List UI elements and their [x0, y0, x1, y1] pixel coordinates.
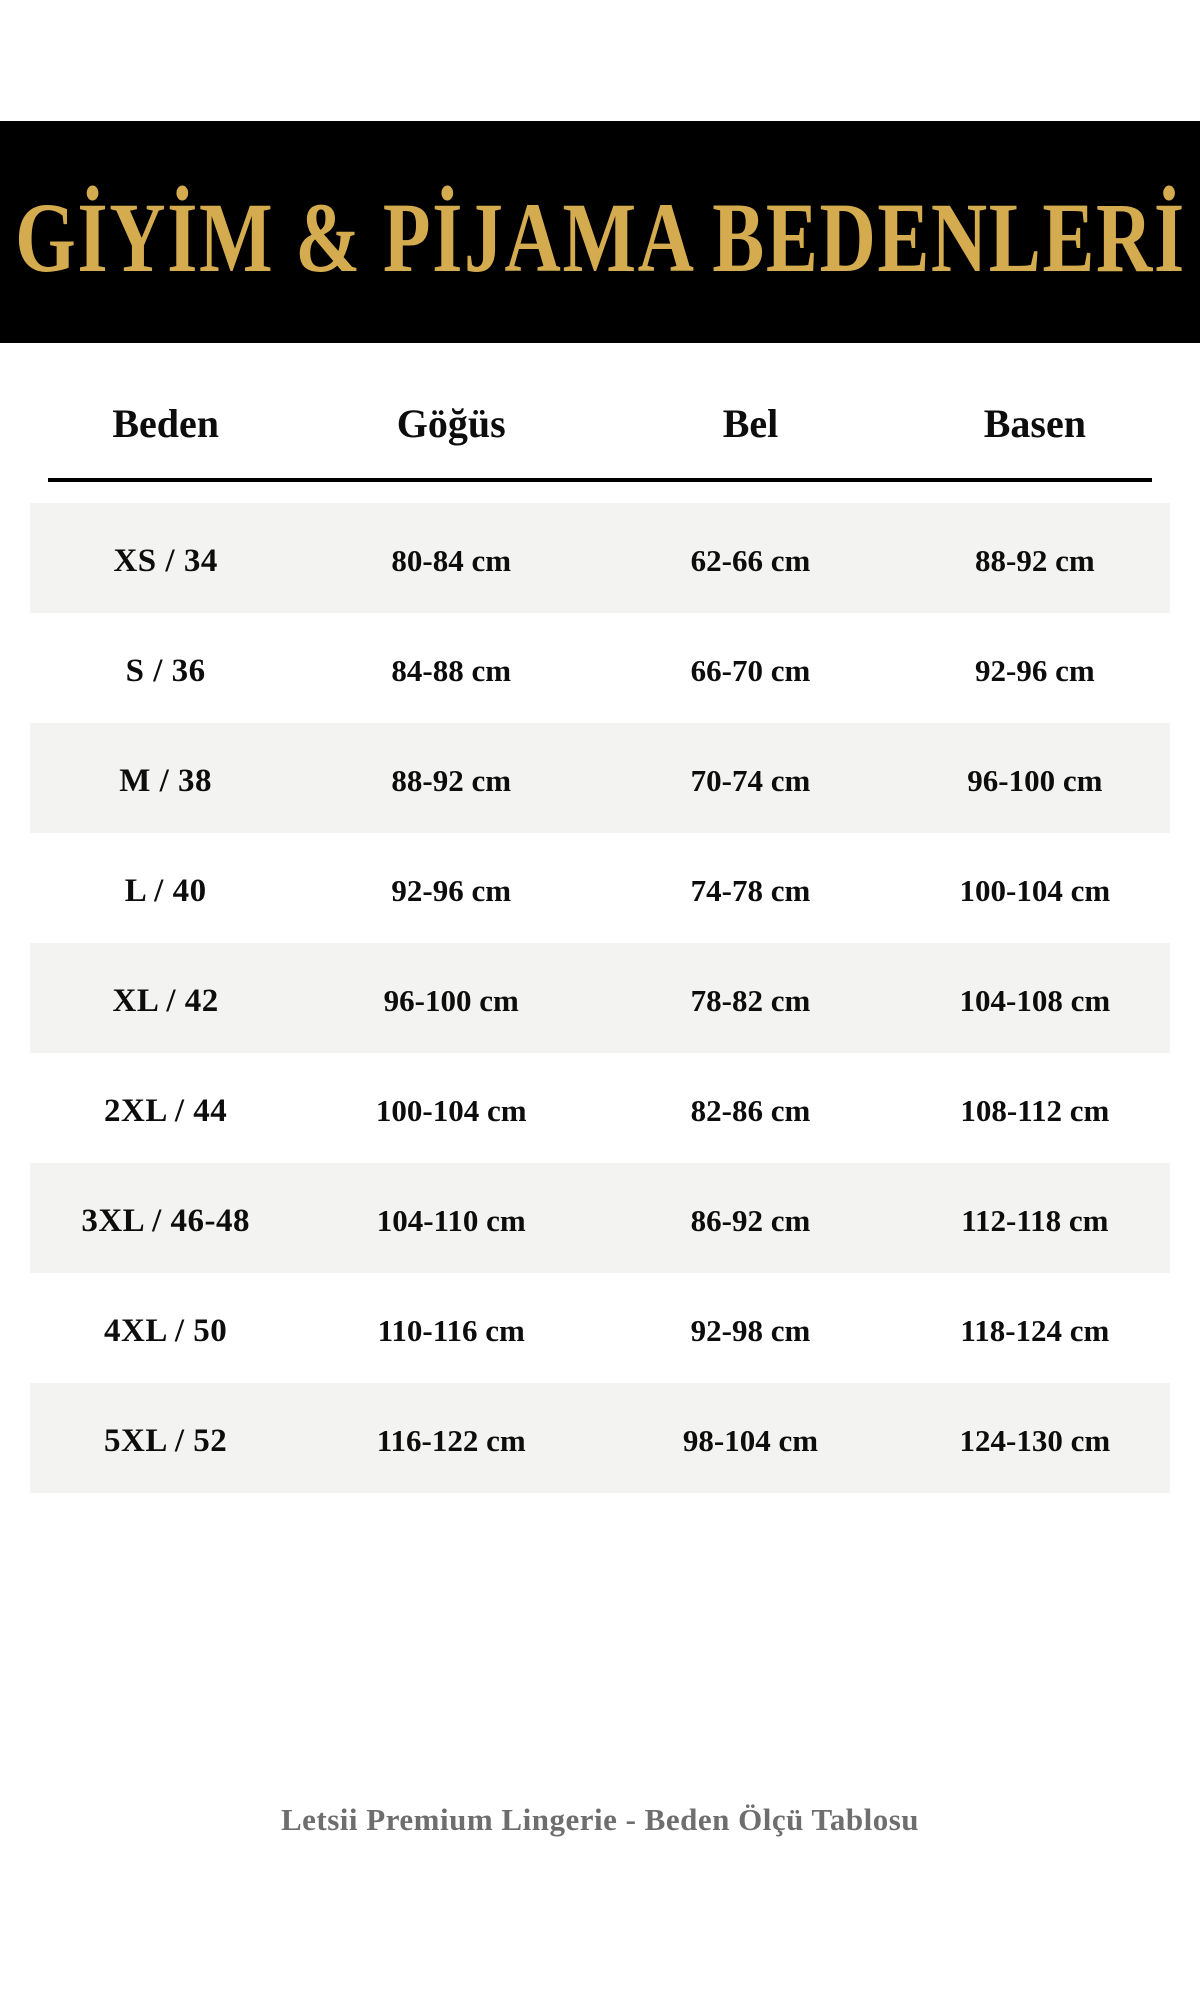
chest-cell: 84-88 cm	[391, 653, 512, 688]
waist-cell: 78-82 cm	[690, 983, 811, 1018]
table-row-s	[30, 613, 1170, 723]
chest-cell: 110-116 cm	[377, 1313, 525, 1348]
chest-cell: 116-122 cm	[376, 1423, 526, 1458]
header-divider-line	[48, 478, 1152, 482]
column-header-size: Beden	[112, 401, 219, 446]
table-row-2xl	[30, 1053, 1170, 1163]
hips-cell: 104-108 cm	[959, 983, 1111, 1018]
size-cell: S / 36	[125, 652, 206, 689]
footer-caption: Letsii Premium Lingerie - Beden Ölçü Tablosu	[280, 1802, 920, 1837]
chest-cell: 96-100 cm	[383, 983, 519, 1018]
size-cell: 3XL / 46-48	[81, 1202, 250, 1239]
column-header-waist: Bel	[722, 401, 779, 446]
size-cell: M / 38	[119, 762, 213, 799]
waist-cell: 92-98 cm	[690, 1313, 811, 1348]
column-header-chest: Göğüs	[396, 401, 506, 446]
hips-cell: 96-100 cm	[967, 763, 1103, 798]
column-header-hips: Basen	[983, 401, 1086, 446]
size-cell: L / 40	[124, 872, 207, 909]
waist-cell: 62-66 cm	[690, 543, 811, 578]
hips-cell: 108-112 cm	[960, 1093, 1110, 1128]
title-band	[0, 121, 1200, 343]
chest-cell: 100-104 cm	[375, 1093, 527, 1128]
size-table	[30, 503, 1170, 1493]
hips-cell: 118-124 cm	[960, 1313, 1110, 1348]
table-row-xl	[30, 943, 1170, 1053]
table-row-m	[30, 723, 1170, 833]
hips-cell: 112-118 cm	[961, 1203, 1109, 1238]
size-cell: XS / 34	[113, 542, 218, 579]
chest-cell: 80-84 cm	[391, 543, 512, 578]
page-title: GİYİM & PİJAMA BEDENLERİ	[14, 181, 1186, 293]
table-row-4xl	[30, 1273, 1170, 1383]
hips-cell: 100-104 cm	[959, 873, 1111, 908]
chest-cell: 88-92 cm	[391, 763, 512, 798]
table-row-5xl	[30, 1383, 1170, 1493]
waist-cell: 74-78 cm	[690, 873, 811, 908]
waist-cell: 86-92 cm	[690, 1203, 811, 1238]
hips-cell: 124-130 cm	[959, 1423, 1111, 1458]
waist-cell: 66-70 cm	[690, 653, 811, 688]
table-row-xs	[30, 503, 1170, 613]
size-cell: 2XL / 44	[104, 1092, 228, 1129]
size-cell: XL / 42	[112, 982, 219, 1019]
waist-cell: 70-74 cm	[690, 763, 811, 798]
table-header-row	[30, 400, 1170, 447]
size-cell: 4XL / 50	[104, 1312, 228, 1349]
hips-cell: 88-92 cm	[975, 543, 1095, 578]
waist-cell: 98-104 cm	[682, 1423, 819, 1458]
hips-cell: 92-96 cm	[975, 653, 1095, 688]
size-cell: 5XL / 52	[104, 1422, 228, 1459]
chest-cell: 104-110 cm	[376, 1203, 526, 1238]
waist-cell: 82-86 cm	[690, 1093, 811, 1128]
table-row-l	[30, 833, 1170, 943]
table-row-3xl	[30, 1163, 1170, 1273]
chest-cell: 92-96 cm	[391, 873, 512, 908]
